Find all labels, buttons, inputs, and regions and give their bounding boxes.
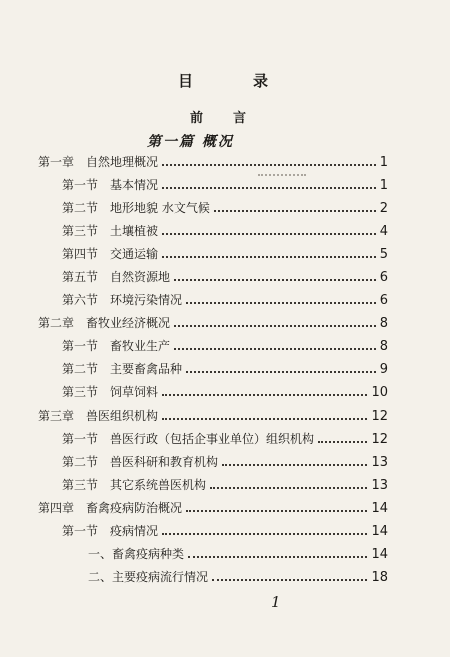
toc-entry-section[interactable] [62, 242, 388, 262]
toc-entry-label: 第三章 兽医组织机构 [38, 409, 159, 423]
toc-entry-label: 第二节 主要畜禽品种 [62, 362, 183, 376]
toc-entry-page: 10 [371, 385, 388, 400]
preface-char-1: 前 [190, 111, 204, 126]
toc-entry-section[interactable] [62, 219, 388, 239]
toc-entry-page: 8 [379, 339, 388, 354]
toc-entry-page: 12 [371, 432, 388, 447]
toc-entry-section[interactable] [62, 288, 388, 308]
toc-entry-label: 第三节 土壤植被 [62, 224, 159, 238]
toc-entry-label: 第一节 基本情况 [62, 178, 159, 192]
toc-entry-label: 第三节 饲草饲料 [62, 385, 159, 399]
toc-entry-page: 12 [371, 409, 388, 424]
toc-entry-label: 第二节 兽医科研和教育机构 [62, 455, 219, 469]
toc-entry-item[interactable] [88, 542, 388, 562]
toc-entry-section[interactable] [62, 334, 388, 354]
toc-entry-section[interactable] [62, 450, 388, 470]
toc-entry-chapter-4[interactable] [38, 496, 388, 516]
toc-entry-page: 2 [379, 201, 388, 216]
toc-entry-section[interactable] [62, 473, 388, 493]
dot-leader [162, 164, 376, 166]
toc-entry-chapter-2[interactable] [38, 311, 388, 331]
dot-leader [318, 441, 367, 443]
toc-entry-chapter-1[interactable] [38, 150, 388, 170]
toc-entry-chapter-3[interactable] [38, 404, 388, 424]
dot-leader [186, 302, 376, 304]
toc-entry-item[interactable] [88, 565, 388, 585]
dot-leader [186, 510, 367, 512]
part-title: 第一篇 概况 [147, 134, 234, 150]
dot-leader [214, 210, 376, 212]
toc-title [178, 70, 268, 91]
toc-entry-section[interactable] [62, 357, 388, 377]
toc-entry-page: 14 [371, 501, 388, 516]
preface-char-2: 言 [232, 111, 246, 126]
dot-leader [174, 325, 376, 327]
toc-entry-page: 13 [371, 455, 388, 470]
toc-entry-page: 1 [379, 155, 388, 170]
toc-title-char-1: 目 [178, 72, 194, 90]
toc-entry-label: 第二节 地形地貌 水文气候 [62, 201, 210, 215]
dot-leader [162, 533, 367, 535]
toc-entry-label: 第一节 畜牧业生产 [62, 339, 171, 353]
toc-entry-label: 第四章 畜禽疫病防治概况 [38, 501, 183, 515]
toc-entry-page: 4 [379, 224, 388, 239]
dot-leader [162, 418, 367, 420]
toc-entry-section[interactable] [62, 173, 388, 193]
toc-entry-section[interactable] [62, 380, 388, 400]
toc-title-char-2: 录 [252, 72, 268, 90]
page-number: 1 [271, 593, 281, 611]
toc-entry-label: 二、主要疫病流行情况 [88, 570, 209, 584]
dot-leader [162, 187, 376, 189]
toc-entry-page: 14 [371, 524, 388, 539]
toc-entry-label: 第六节 环境污染情况 [62, 293, 183, 307]
dot-leader [212, 579, 367, 581]
toc-entry-label: 第四节 交通运输 [62, 247, 159, 261]
toc-entry-page: 1 [379, 178, 388, 193]
toc-entry-label: 第三节 其它系统兽医机构 [62, 478, 207, 492]
toc-entry-section[interactable] [62, 265, 388, 285]
dot-leader [186, 371, 376, 373]
toc-entry-label: 第一章 自然地理概况 [38, 155, 159, 169]
toc-entry-page: 6 [379, 270, 388, 285]
dot-leader [162, 256, 376, 258]
toc-entry-label: 第二章 畜牧业经济概况 [38, 316, 171, 330]
dot-leader [222, 464, 367, 466]
toc-entry-label: 第一节 疫病情况 [62, 524, 159, 538]
toc-entry-label: 第五节 自然资源地 [62, 270, 171, 284]
toc-entry-page: 8 [379, 316, 388, 331]
toc-entry-section[interactable] [62, 196, 388, 216]
dot-leader [162, 233, 376, 235]
toc-entry-page: 6 [379, 293, 388, 308]
toc-entry-page: 9 [379, 362, 388, 377]
dot-leader [162, 394, 367, 396]
toc-entry-section[interactable] [62, 427, 388, 447]
toc-entry-label: 第一节 兽医行政（包括企事业单位）组织机构 [62, 432, 315, 446]
toc-entry-label: 一、畜禽疫病种类 [88, 547, 185, 561]
dot-leader [174, 348, 376, 350]
preface-heading [190, 107, 246, 126]
toc-entry-page: 14 [371, 547, 388, 562]
toc-entry-page: 18 [371, 570, 388, 585]
toc-entry-page: 5 [379, 247, 388, 262]
toc-entry-page: 13 [371, 478, 388, 493]
dot-leader [174, 279, 376, 281]
dot-leader [188, 556, 367, 558]
toc-entry-section[interactable] [62, 519, 388, 539]
dot-leader [210, 487, 367, 489]
